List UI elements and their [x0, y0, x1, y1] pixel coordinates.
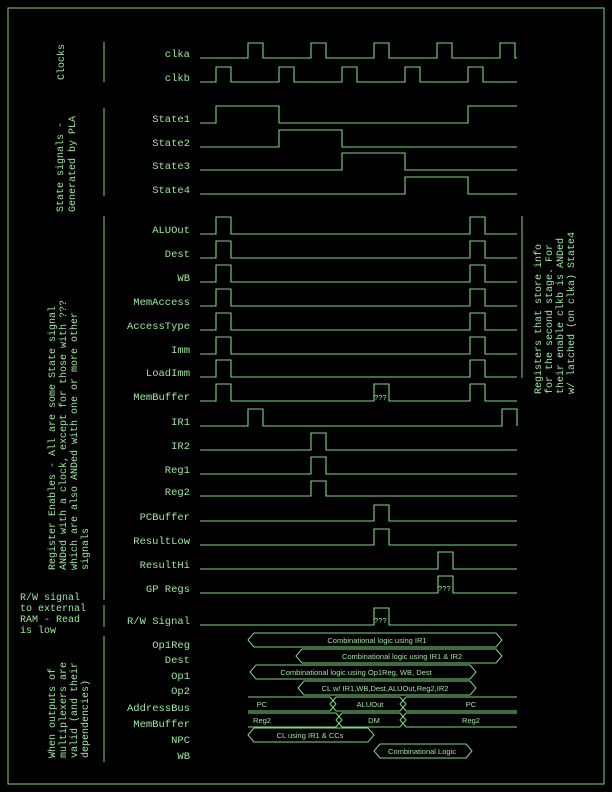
label-accesstype: AccessType: [126, 321, 190, 333]
bus-label-membuffer: MemBuffer: [133, 719, 190, 731]
svg-text:for the second stage. For: for the second stage. For: [545, 243, 556, 394]
svg-text:to external: to external: [20, 604, 87, 615]
svg-text:signals: signals: [81, 527, 92, 570]
wave-membuffer: [200, 384, 517, 401]
svg-text:Registers that store info: Registers that store info: [534, 243, 545, 394]
svg-text:R/W signal: R/W signal: [20, 593, 81, 604]
bus-label-addressbus: AddressBus: [126, 703, 190, 715]
wave-resulthi: [200, 552, 517, 569]
bus-labels: [127, 640, 190, 763]
wave-gpregs: [200, 576, 517, 593]
bus-text-wb: Combinational Logic: [388, 747, 456, 756]
wave-aluout: [200, 217, 517, 234]
wave-state2: [200, 130, 517, 147]
right-note-label: [533, 232, 578, 394]
wave-rwsignal: [200, 608, 517, 625]
svg-text:valid (and their: valid (and their: [70, 661, 81, 758]
label-dest: Dest: [164, 249, 190, 261]
wave-resultlow: [200, 529, 517, 545]
label-membuffer: MemBuffer: [133, 392, 190, 404]
mark-rwsignal: ???: [374, 616, 387, 625]
svg-text:multiplexers are: multiplexers are: [59, 661, 70, 758]
uncertain-marks: [374, 393, 451, 625]
signal-labels: [127, 49, 191, 628]
enables-group-label: [47, 300, 92, 570]
wave-dest: [200, 241, 517, 258]
svg-text:ANDed with a clock, except for: ANDed with a clock, except for those with ???: [59, 299, 70, 570]
label-reg2: Reg2: [164, 487, 190, 499]
bus-text-op1reg: Combinational logic using IR1: [327, 636, 427, 645]
bus-text-mb-reg2a: Reg2: [253, 716, 271, 725]
bus-text-op2: CL w/ IR1,WB,Dest,ALUOut,Reg2,IR2: [321, 684, 449, 693]
label-ir2: IR2: [171, 441, 190, 453]
bus-texts: [253, 636, 480, 756]
bus-addr-seg3: [400, 697, 517, 711]
clocks-group-label: Clocks: [57, 43, 68, 80]
wave-clka: [200, 43, 517, 58]
wave-pcbuffer: [200, 505, 517, 521]
bus-text-addr-aluout: ALUOut: [356, 700, 384, 709]
label-memaccess: MemAccess: [133, 297, 190, 309]
svg-text:When outputs of: When outputs of: [48, 667, 59, 758]
wave-wb: [200, 265, 517, 282]
bus-label-op1: Op1: [171, 671, 190, 683]
label-state4: State4: [152, 185, 190, 197]
svg-text:is low: is low: [20, 626, 57, 637]
label-imm: Imm: [171, 345, 190, 357]
bus-text-npc: CL using IR1 & CCs: [276, 731, 344, 740]
label-reg1: Reg1: [164, 465, 190, 477]
wave-accesstype: [200, 313, 517, 330]
rw-group-label: [20, 592, 86, 637]
bus-text-mb-dm: DM: [368, 716, 380, 725]
bus-label-op2: Op2: [171, 686, 190, 698]
bus-label-npc: NPC: [171, 735, 190, 747]
bus-text-addr-pc1: PC: [256, 700, 268, 709]
wave-imm: [200, 337, 517, 354]
wave-state3: [200, 153, 517, 170]
label-aluout: ALUOut: [152, 225, 190, 237]
wave-reg1: [200, 457, 517, 474]
bus-mb-seg3: [400, 713, 517, 727]
mark-gpregs: ???: [438, 584, 451, 593]
wave-ir2: [200, 433, 517, 450]
label-state2: State2: [152, 138, 190, 150]
label-resultlow: ResultLow: [133, 536, 190, 548]
wave-clkb: [200, 67, 517, 82]
wave-memaccess: [200, 289, 517, 306]
label-loadimm: LoadImm: [145, 368, 190, 380]
label-wb: WB: [177, 273, 190, 285]
bus-label-op1reg: Op1Reg: [152, 640, 190, 652]
label-ir1: IR1: [171, 417, 190, 429]
wave-loadimm: [200, 360, 517, 377]
bus-label-dest: Dest: [164, 655, 190, 667]
label-clka: clka: [164, 49, 190, 61]
svg-text:w/ latched (on clka) State4: w/ latched (on clka) State4: [567, 231, 578, 394]
svg-text:State signals -: State signals -: [56, 121, 67, 212]
state-group-label: [55, 116, 79, 212]
label-rwsignal: R/W Signal: [126, 616, 190, 628]
svg-text:which are also ANDed with one: which are also ANDed with one or more other: [70, 311, 81, 570]
wave-ir1: [200, 409, 517, 426]
svg-text:Generated by PLA: Generated by PLA: [68, 115, 79, 212]
bus-text-dest: Combinational logic using IR1 & IR2: [341, 652, 463, 661]
svg-text:RAM - Read: RAM - Read: [20, 615, 81, 626]
label-state3: State3: [152, 161, 190, 173]
svg-text:Register Enables - All are som: Register Enables - All are some State signal: [48, 305, 59, 570]
label-state1: State1: [152, 114, 190, 126]
waveforms: [200, 43, 517, 625]
svg-text:their enable clkb is ANDed: their enable clkb is ANDed: [556, 237, 567, 394]
bus-text-addr-pc2: PC: [465, 700, 477, 709]
label-pcbuffer: PCBuffer: [139, 512, 190, 524]
mark-membuffer: ???: [374, 393, 387, 402]
wave-state4: [200, 177, 517, 194]
bus-label-wb: WB: [177, 751, 190, 763]
mux-group-label: [47, 662, 92, 758]
label-gpregs: GP Regs: [145, 584, 190, 596]
bus-text-mb-reg2b: Reg2: [462, 716, 480, 725]
wave-reg2: [200, 481, 517, 496]
svg-text:dependencies): dependencies): [81, 679, 92, 758]
bus-text-op1: Combinational logic using Op1Reg, WB, Dest: [280, 668, 432, 677]
wave-state1: [200, 106, 517, 123]
label-resulthi: ResultHi: [139, 560, 190, 572]
label-clkb: clkb: [164, 73, 190, 85]
